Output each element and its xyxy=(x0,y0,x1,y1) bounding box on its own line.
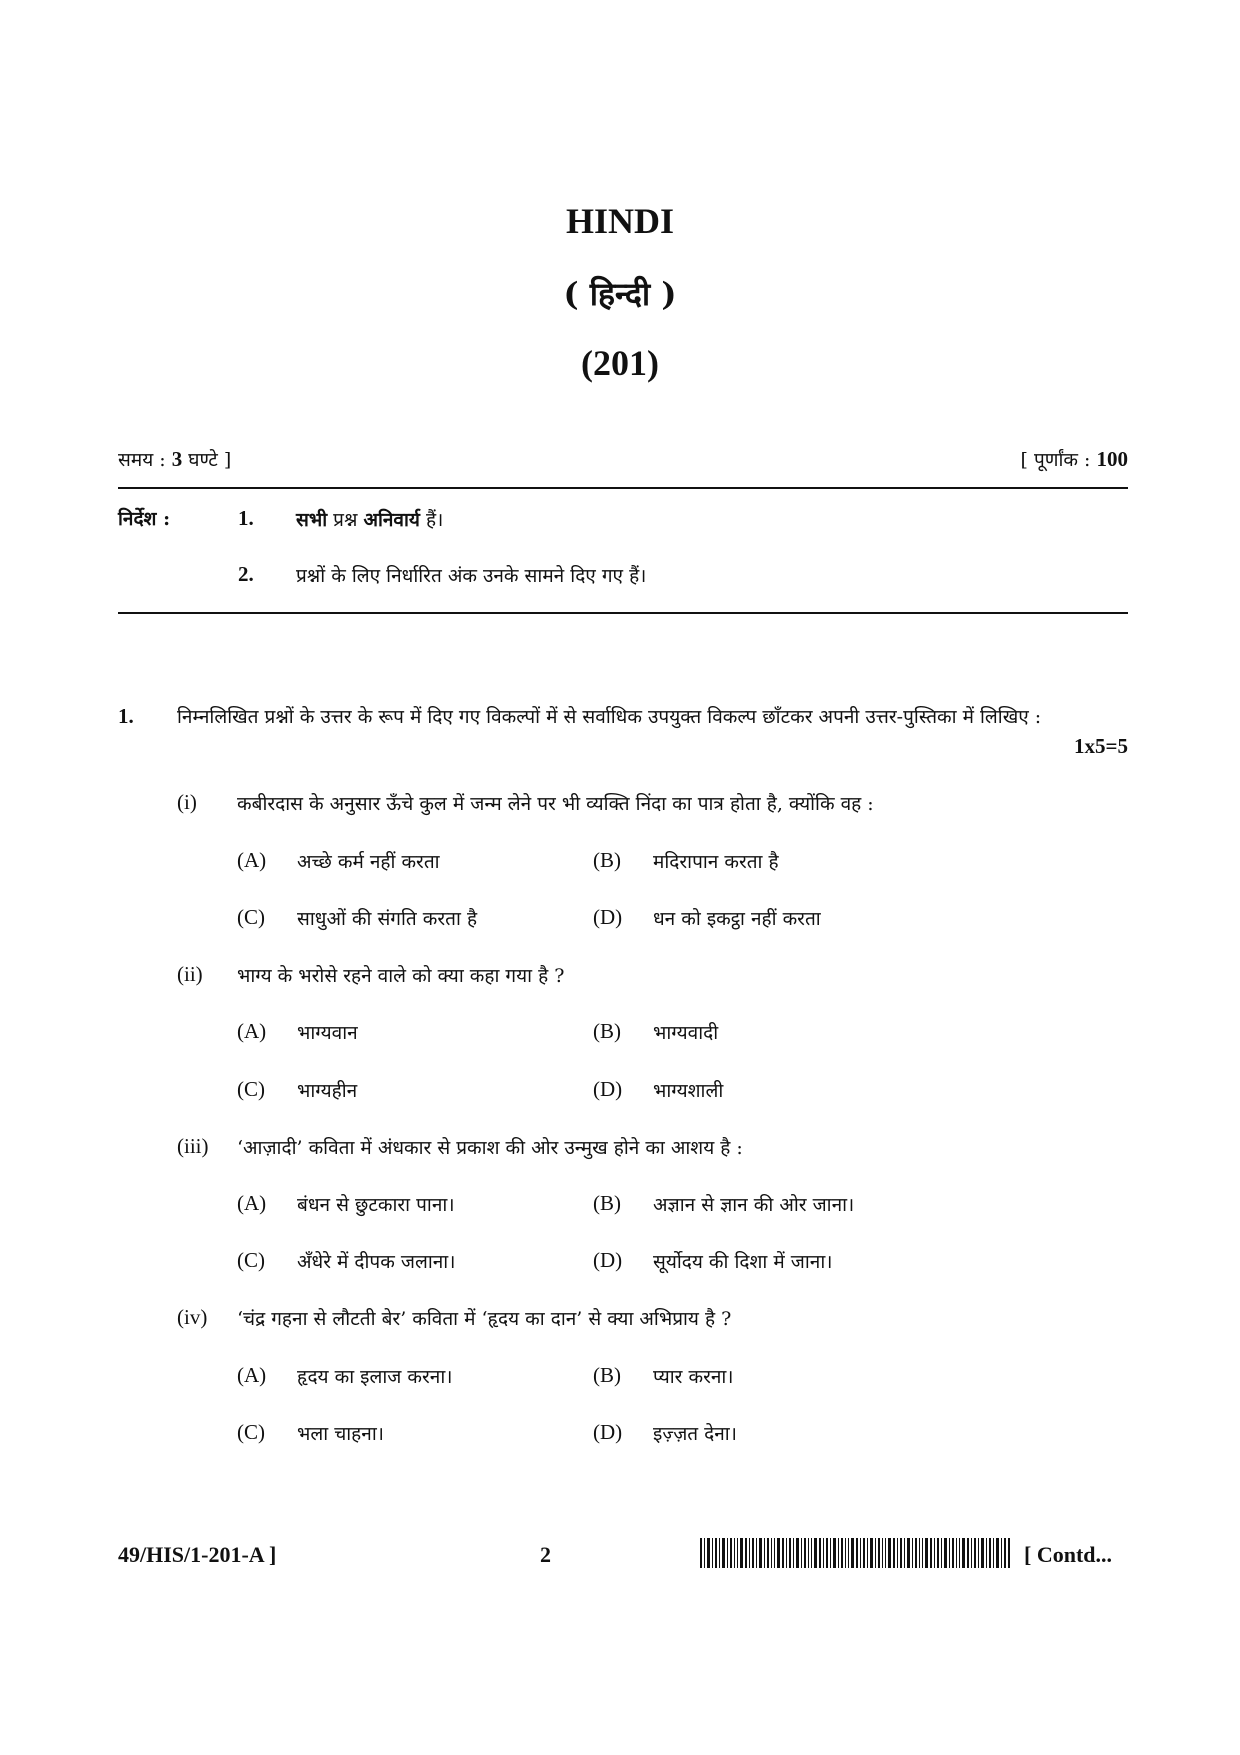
sub-question-text: ‘आज़ादी’ कविता में अंधकार से प्रकाश की ओर उन्मुख होने का आशय है : xyxy=(237,1137,743,1159)
sub-question-number: (i) xyxy=(177,790,197,814)
paper-code: 49/HIS/1-201-A ] xyxy=(118,1542,277,1567)
sub-question-text: भाग्य के भरोसे रहने वाले को क्या कहा गया है ? xyxy=(237,965,565,987)
time-allowed: समय : 3 घण्टे ] xyxy=(118,447,232,471)
divider-bottom xyxy=(118,612,1128,614)
sub-question-number: (ii) xyxy=(177,962,203,986)
divider-top xyxy=(118,487,1128,489)
barcode-icon xyxy=(700,1538,1010,1568)
exam-meta-row xyxy=(118,446,1128,476)
subject-title-english: HINDI xyxy=(565,201,675,241)
exam-page: HINDI ( हिन्दी ) (201) समय : 3 घण्टे ] [ पूर्णांक : 100 निर्देश : 1. सभी प्रश्न अनिवार्य हैं। 2. प्रश्नों के लिए निर्धारित अंक उनके सामने दिए गए हैं। 1. निम्नलिखित प्रश्नों के उत्तर के रूप में दिए गए विकल्पों में से सर्वाधिक उपयुक्त विकल्प छाँटकर अपनी उत्तर-पुस्तिका में लिखिए : 1x5=5 (i) कबीरदास के अनुसार ऊँचे कुल में जन्म लेने पर भी व्यक्ति निंदा का पात्र होता है, क्योंकि वह : (A) अच्छे कर्म नहीं करता (B) मदिरापान करता है (C) साधुओं की संगति करता है (D) धन को इकट्ठा नहीं करता (ii) भाग्य के भरोसे रहने वाले को क्या कहा गया है ? (A) भाग्यवान (B) भाग्यवादी (C) भाग्यहीन (D) भाग्यशाली (iii) ‘आज़ादी’ कविता में अंधकार से प्रकाश की ओर उन्मुख होने का आशय है : (A) बंधन से छुटकारा पाना। (B) अज्ञान से ज्ञान की ओर जाना। (C) अँधेरे में दीपक जलाना। (D) सूर्योदय की दिशा में जाना। (iv) ‘चंद्र गहना से लौटती बेर’ कविता में ‘हृदय का दान’ से क्या अभिप्राय है ? (A) हृदय का इलाज करना। (B) प्यार करना। (C) भला चाहना। (D) इज़्ज़त देना। 49/HIS/1-201-A ] 2 [ Contd... xyxy=(0,0,1240,1755)
sub-question-number: (iii) xyxy=(177,1134,209,1158)
subject-title-hindi: ( हिन्दी ) xyxy=(563,275,677,313)
maximum-marks: [ पूर्णांक : 100 xyxy=(1020,447,1128,471)
page-number: 2 xyxy=(540,1542,551,1567)
continued-marker: [ Contd... xyxy=(1024,1542,1113,1567)
sub-question-text: कबीरदास के अनुसार ऊँचे कुल में जन्म लेने पर भी व्यक्ति निंदा का पात्र होता है, क्योंकि वह : xyxy=(237,793,874,815)
question-marks: 1x5=5 xyxy=(1074,734,1128,758)
instructions-label: निर्देश : xyxy=(118,508,171,530)
subject-code: (201) xyxy=(581,343,659,383)
question-text: निम्नलिखित प्रश्नों के उत्तर के रूप में दिए गए विकल्पों में से सर्वाधिक उपयुक्त विकल्प छाँटकर अपनी उत्तर-पुस्तिका में लिखिए : xyxy=(177,706,1042,728)
question-number: 1. xyxy=(118,704,134,728)
sub-question-number: (iv) xyxy=(177,1305,208,1329)
sub-question-text: ‘चंद्र गहना से लौटती बेर’ कविता में ‘हृदय का दान’ से क्या अभिप्राय है ? xyxy=(237,1308,732,1330)
